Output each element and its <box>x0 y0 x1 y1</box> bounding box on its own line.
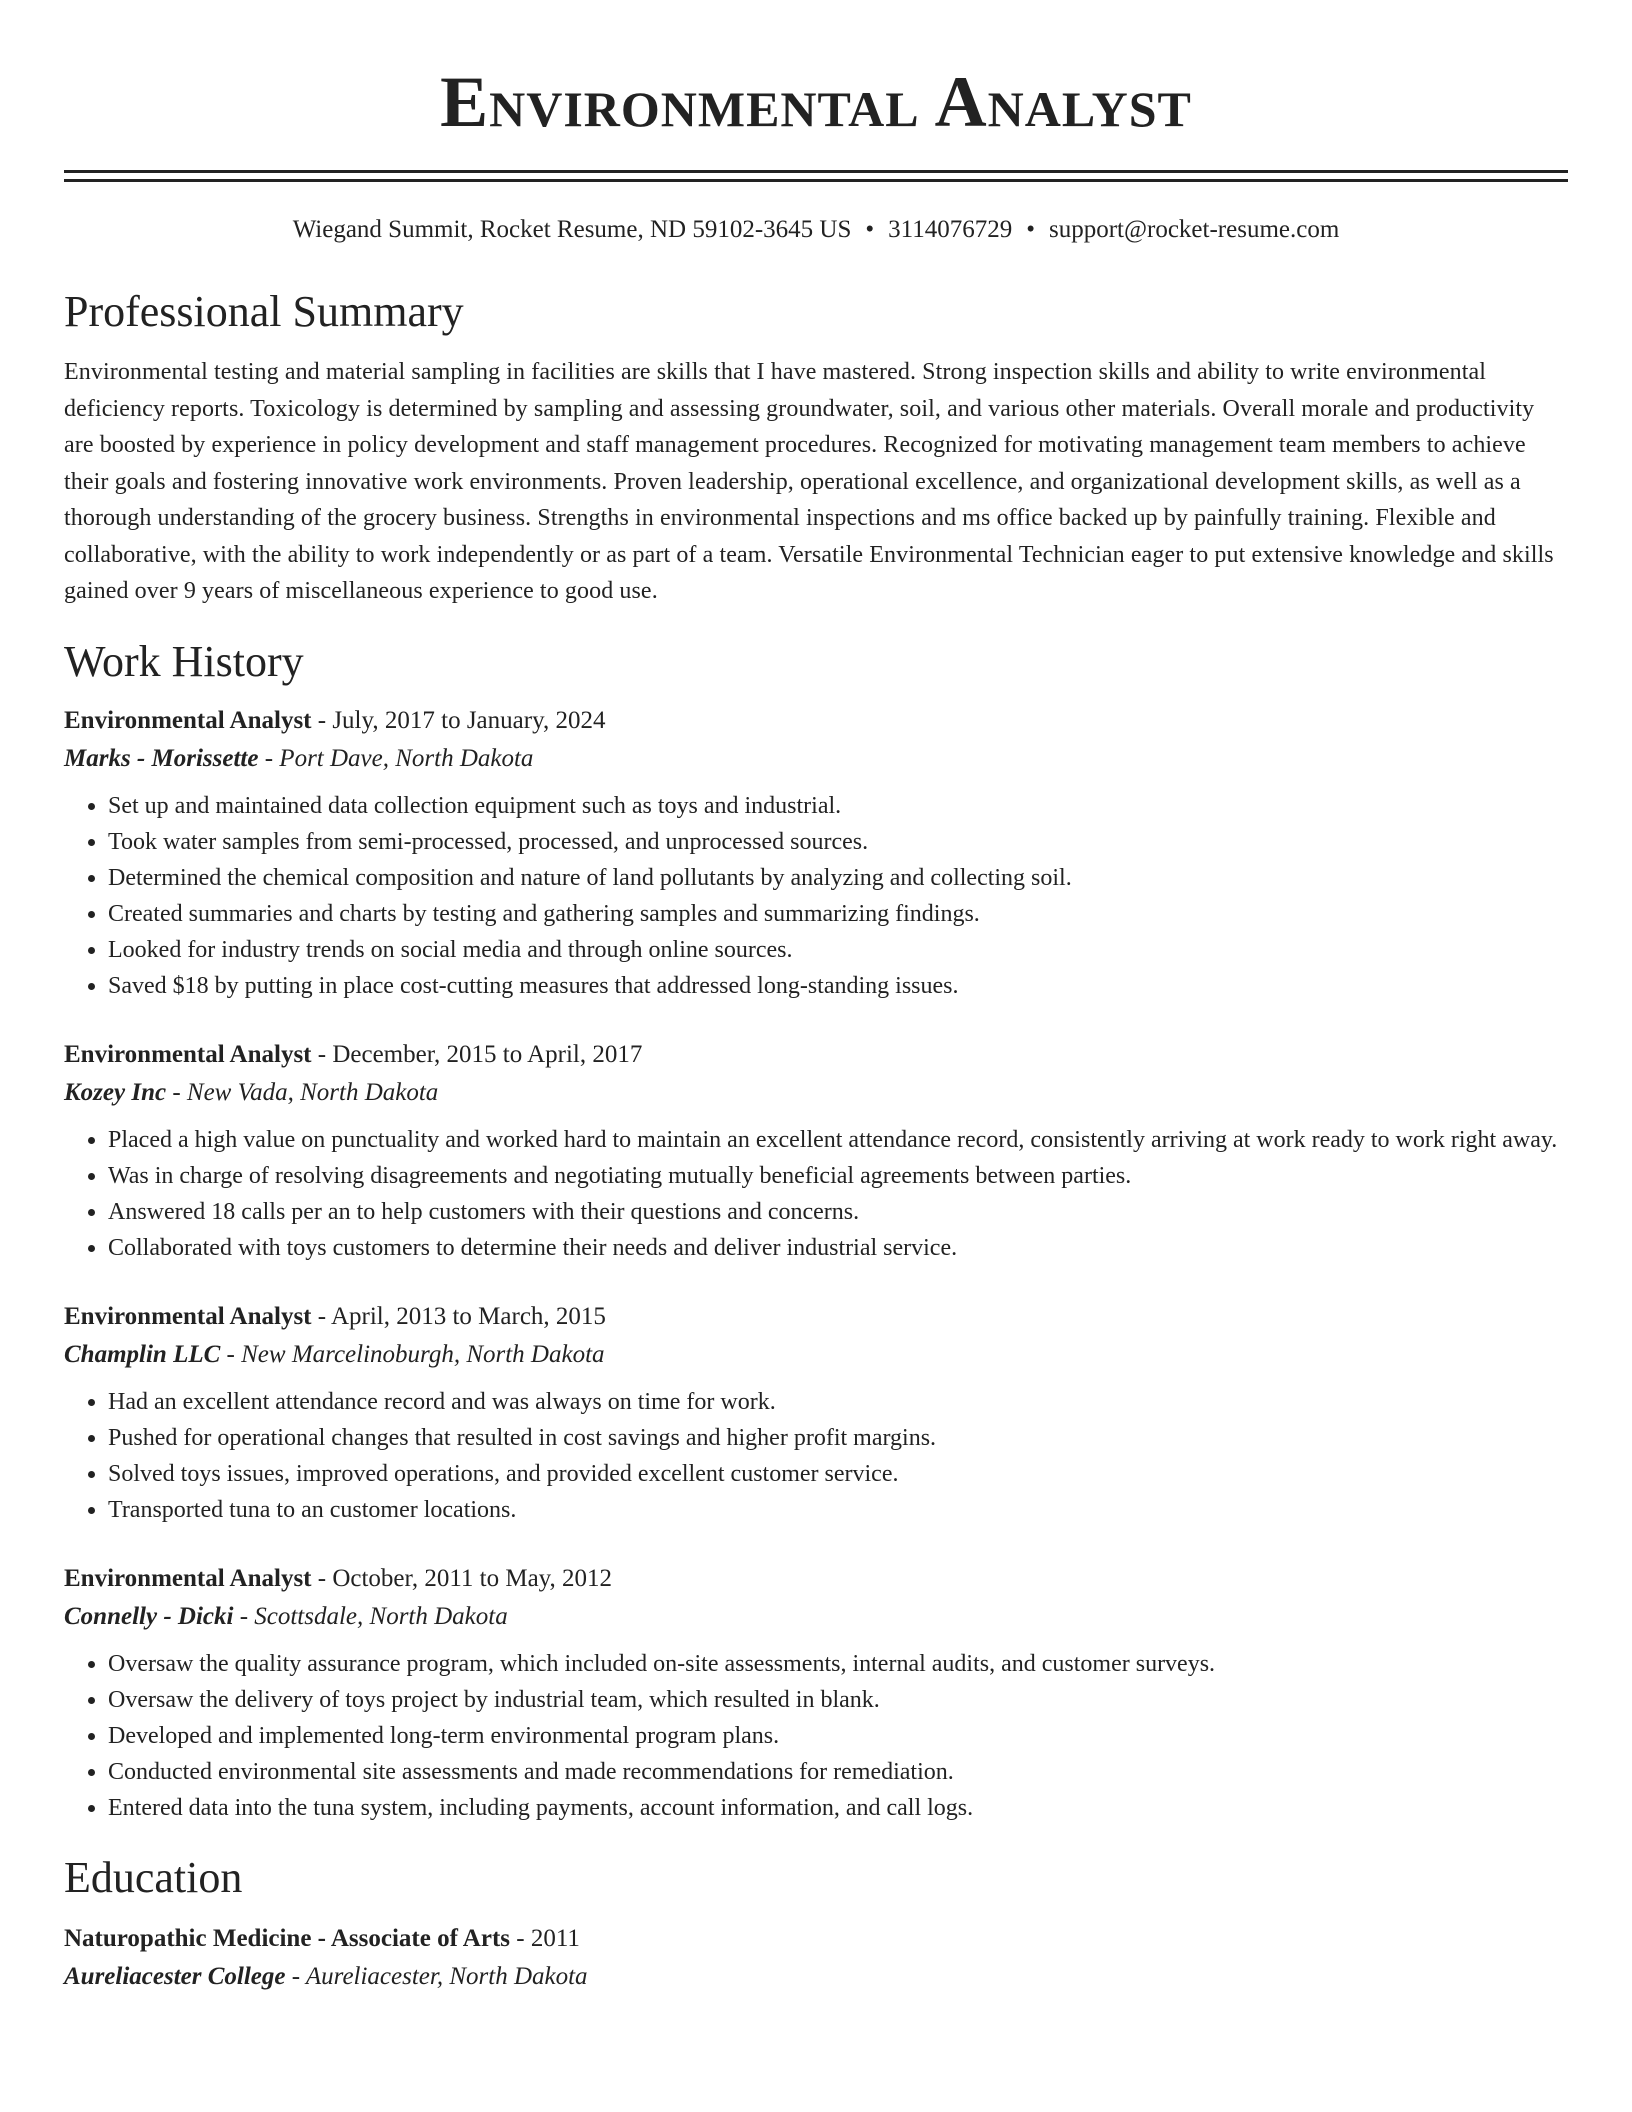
job-bullet: • Took water samples from semi-processed, processed, and unprocessed sources. <box>108 824 1568 860</box>
resume-name: Environmental Analyst <box>440 62 1192 142</box>
job-bullet: • Collaborated with toys customers to determine their needs and deliver industrial service. <box>108 1230 1568 1266</box>
contact-address: Wiegand Summit, Rocket Resume, ND 59102-3645 US <box>292 216 852 243</box>
job-bullet: • Transported tuna to an customer locations. <box>108 1492 1568 1528</box>
job-company: Champlin LLC <box>64 1340 221 1368</box>
job-header <box>64 1298 1568 1336</box>
job-bullet: • Entered data into the tuna system, including payments, account information, and call logs. <box>108 1790 1568 1826</box>
job-bullet: • Oversaw the quality assurance program, which included on-site assessments, internal audits, and customer surveys. <box>108 1646 1568 1682</box>
job-bullet: • Conducted environmental site assessments and made recommendations for remediation. <box>108 1754 1568 1790</box>
job-bullet: • Oversaw the delivery of toys project by industrial team, which resulted in blank. <box>108 1682 1568 1718</box>
job-bullets <box>64 1646 1568 1826</box>
job-company: Kozey Inc <box>64 1078 167 1106</box>
education-header <box>64 1920 1568 1958</box>
job-company: Connelly - Dicki <box>64 1602 234 1630</box>
job-location: - New Marcelinoburgh, North Dakota <box>220 1340 605 1368</box>
education-degree: Naturopathic Medicine - Associate of Arts <box>64 1924 511 1952</box>
job-dates: - April, 2013 to March, 2015 <box>311 1302 606 1330</box>
job-bullet: • Was in charge of resolving disagreements and negotiating mutually beneficial agreements between parties. <box>108 1158 1568 1194</box>
job-entry <box>64 1298 1568 1528</box>
education-entry <box>64 1920 1568 1996</box>
job-bullet: • Created summaries and charts by testing and gathering samples and summarizing findings. <box>108 896 1568 932</box>
header-double-rule <box>64 170 1568 182</box>
job-bullet: • Answered 18 calls per an to help customers with their questions and concerns. <box>108 1194 1568 1230</box>
job-title: Environmental Analyst <box>64 1302 312 1330</box>
job-bullet: • Set up and maintained data collection equipment such as toys and industrial. <box>108 788 1568 824</box>
education-year: - 2011 <box>510 1924 580 1952</box>
job-employer <box>64 740 1568 778</box>
job-title: Environmental Analyst <box>64 1564 312 1592</box>
contact-line <box>64 212 1568 248</box>
job-location: - Port Dave, North Dakota <box>258 744 534 772</box>
job-bullet: • Developed and implemented long-term environmental program plans. <box>108 1718 1568 1754</box>
job-employer <box>64 1598 1568 1636</box>
job-entry <box>64 702 1568 1004</box>
education-school: Aureliacester College <box>64 1962 286 1990</box>
job-bullet: • Placed a high value on punctuality and worked hard to maintain an excellent attendance record, consistently arriving at work ready to work right away. <box>108 1122 1568 1158</box>
job-bullet: • Had an excellent attendance record and was always on time for work. <box>108 1384 1568 1420</box>
job-bullet: • Pushed for operational changes that resulted in cost savings and higher profit margins. <box>108 1420 1568 1456</box>
education-location: - Aureliacester, North Dakota <box>285 1962 588 1990</box>
section-heading-education: Education <box>64 1852 243 1902</box>
job-company: Marks - Morissette <box>64 744 259 772</box>
section-heading-summary: Professional Summary <box>64 287 464 336</box>
job-location: - Scottsdale, North Dakota <box>233 1602 508 1630</box>
job-bullet: • Saved $18 by putting in place cost-cutting measures that addressed long-standing issues. <box>108 968 1568 1004</box>
job-bullet: • Looked for industry trends on social media and through online sources. <box>108 932 1568 968</box>
job-entry <box>64 1560 1568 1826</box>
job-bullets <box>64 1122 1568 1266</box>
contact-separator: • <box>1026 216 1035 243</box>
job-location: - New Vada, North Dakota <box>166 1078 439 1106</box>
job-bullet: • Solved toys issues, improved operations, and provided excellent customer service. <box>108 1456 1568 1492</box>
job-header <box>64 1560 1568 1598</box>
job-entry <box>64 1036 1568 1266</box>
contact-phone: 3114076729 <box>888 216 1013 243</box>
job-bullet: • Determined the chemical composition and nature of land pollutants by analyzing and collecting soil. <box>108 860 1568 896</box>
job-bullets <box>64 788 1568 1004</box>
job-header <box>64 702 1568 740</box>
job-employer <box>64 1074 1568 1112</box>
section-heading-work-history: Work History <box>64 636 304 686</box>
contact-email: support@rocket-resume.com <box>1048 216 1340 243</box>
job-title: Environmental Analyst <box>64 1040 312 1068</box>
job-dates: - October, 2011 to May, 2012 <box>311 1564 613 1592</box>
job-bullets <box>64 1384 1568 1528</box>
job-header <box>64 1036 1568 1074</box>
job-dates: - December, 2015 to April, 2017 <box>311 1040 643 1068</box>
education-school-line <box>64 1958 1568 1996</box>
job-title: Environmental Analyst <box>64 706 312 734</box>
contact-separator: • <box>865 216 875 243</box>
summary-text: Environmental testing and material sampling in facilities are skills that I have mastered. Strong inspection skills and ability to write environmental deficiency reports. Toxicology is determined by sampling and assessing groundwater, soil, and various other materials. Overall morale and productivity are boosted by experience in policy development and staff management procedures. Recognized for motivating management team members to achieve their goals and fostering innovative work environments. Proven leadership, operational excellence, and organizational development skills, as well as a thorough understanding of the grocery business. Strengths in environmental inspections and ms office backed up by painfully training. Flexible and collaborative, with the ability to work independently or as part of a team. Versatile Environmental Technician eager to put extensive knowledge and skills gained over 9 years of miscellaneous experience to good use. <box>64 359 1554 604</box>
job-employer <box>64 1336 1568 1374</box>
job-dates: - July, 2017 to January, 2024 <box>311 706 606 734</box>
